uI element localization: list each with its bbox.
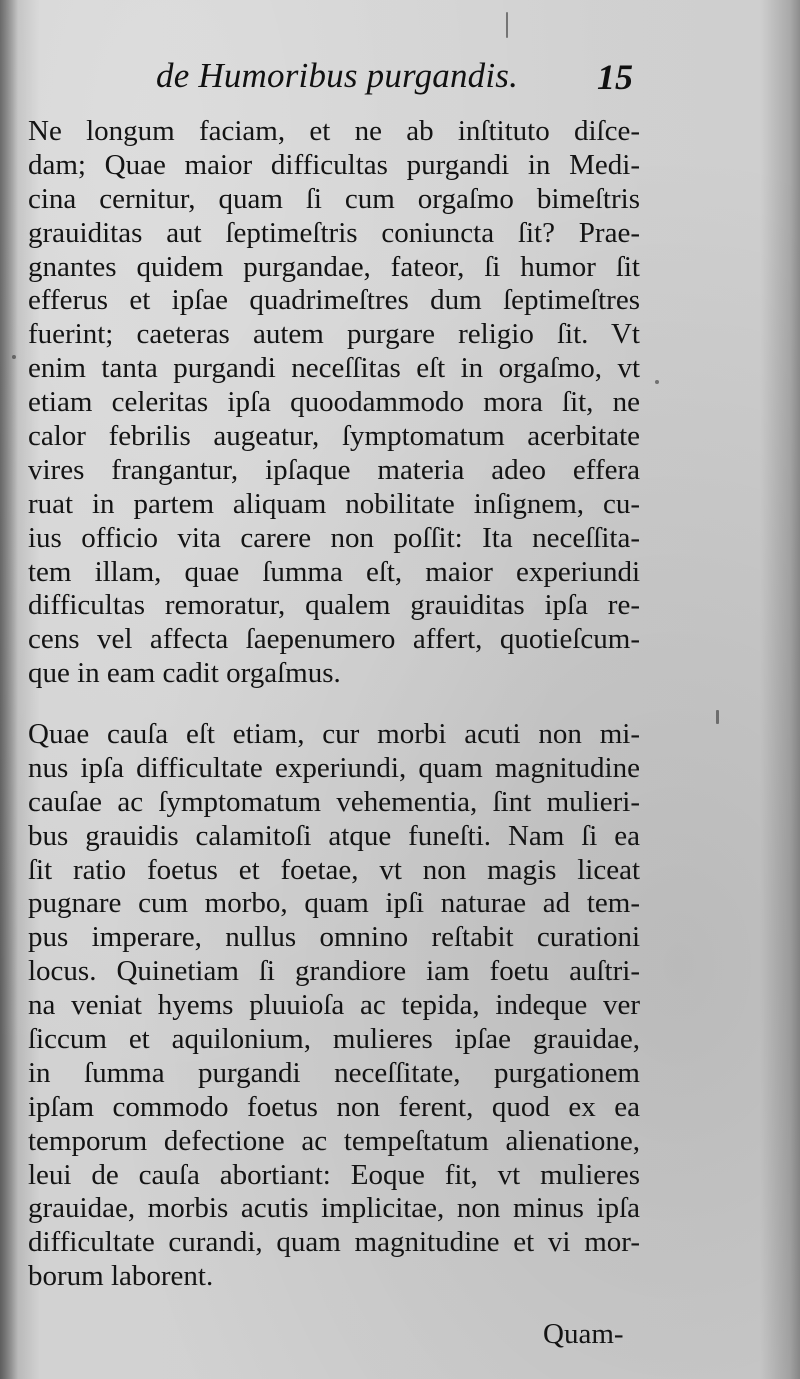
text-line: grauidae, morbis acutis implicitae, non minus ipſa bbox=[28, 1192, 640, 1225]
text-line: difficultas remoratur, qualem grauiditas ipſa re- bbox=[28, 589, 640, 622]
text-line: efferus et ipſae quadrimeſtres dum ſeptimeſtres bbox=[28, 284, 640, 317]
text-line: temporum defectione ac tempeſtatum alienatione, bbox=[28, 1124, 640, 1157]
text-line: tem illam, quae ſumma eſt, maior experiundi bbox=[28, 555, 640, 588]
text-line: in ſumma purgandi neceſſitate, purgationem bbox=[28, 1056, 640, 1089]
paragraph-1 bbox=[28, 115, 640, 691]
gutter-shadow bbox=[0, 0, 18, 1379]
text-line: ſiccum et aquilonium, mulieres ipſae grauidae, bbox=[28, 1023, 640, 1056]
text-line: ipſam commodo foetus non ferent, quod ex ea bbox=[28, 1090, 640, 1123]
paper-speck bbox=[506, 12, 508, 38]
text-line: etiam celeritas ipſa quoodammodo mora ſit, ne bbox=[28, 386, 640, 419]
text-line: borum laborent. bbox=[28, 1260, 214, 1293]
catchword: Quam- bbox=[543, 1318, 624, 1350]
text-line: calor febrilis augeatur, ſymptomatum acerbitate bbox=[28, 420, 640, 453]
text-line: leui de cauſa abortiant: Eoque fit, vt mulieres bbox=[28, 1158, 640, 1191]
text-line: Ne longum faciam, et ne ab inſtituto diſce- bbox=[28, 115, 640, 147]
text-line: enim tanta purgandi neceſſitas eſt in orgaſmo, vt bbox=[28, 352, 640, 385]
text-line: ruat in partem aliquam nobilitate inſignem, cu- bbox=[28, 487, 640, 520]
page-header bbox=[0, 52, 800, 102]
running-title: de Humoribus purgandis. bbox=[156, 56, 519, 95]
text-line: locus. Quinetiam ſi grandiore iam foetu auſtri- bbox=[28, 955, 640, 988]
paper-speck bbox=[12, 355, 16, 359]
text-line: fuerint; caeteras autem purgare religio ſit. Vt bbox=[28, 318, 640, 351]
text-line: gnantes quidem purgandae, fateor, ſi humor ſit bbox=[28, 250, 640, 283]
text-line: bus grauidis calamitoſi atque funeſti. Nam ſi ea bbox=[28, 819, 640, 852]
text-line: dam; Quae maior difficultas purgandi in Medi- bbox=[28, 148, 640, 181]
text-line: cens vel affecta ſaepenumero affert, quotieſcum- bbox=[28, 623, 640, 656]
text-line: difficultate curandi, quam magnitudine et vi mor- bbox=[28, 1226, 640, 1259]
text-line: grauiditas aut ſeptimeſtris coniuncta ſit? Prae- bbox=[28, 216, 640, 249]
text-line: pugnare cum morbo, quam ipſi naturae ad tem- bbox=[28, 887, 640, 920]
text-line: cina cernitur, quam ſi cum orgaſmo bimeſtris bbox=[28, 182, 640, 215]
paper-speck bbox=[716, 710, 719, 724]
text-line: pus imperare, nullus omnino reſtabit curationi bbox=[28, 921, 640, 954]
text-line: ius officio vita carere non poſſit: Ita neceſſita- bbox=[28, 521, 640, 554]
paragraph-2 bbox=[28, 718, 640, 1294]
text-line: vires frangantur, ipſaque materia adeo effera bbox=[28, 453, 640, 486]
page-number: 15 bbox=[597, 57, 633, 97]
paper-speck bbox=[655, 380, 659, 384]
text-line: nus ipſa difficultate experiundi, quam magnitudine bbox=[28, 751, 640, 784]
text-line: que in eam cadit orgaſmus. bbox=[28, 657, 341, 690]
text-line: cauſae ac ſymptomatum vehementia, ſint mulieri- bbox=[28, 785, 640, 818]
text-line: Quae cauſa eſt etiam, cur morbi acuti non mi- bbox=[28, 718, 640, 750]
text-line: na veniat hyems pluuioſa ac tepida, indeque ver bbox=[28, 989, 640, 1022]
text-line: ſit ratio foetus et foetae, vt non magis liceat bbox=[28, 853, 640, 886]
